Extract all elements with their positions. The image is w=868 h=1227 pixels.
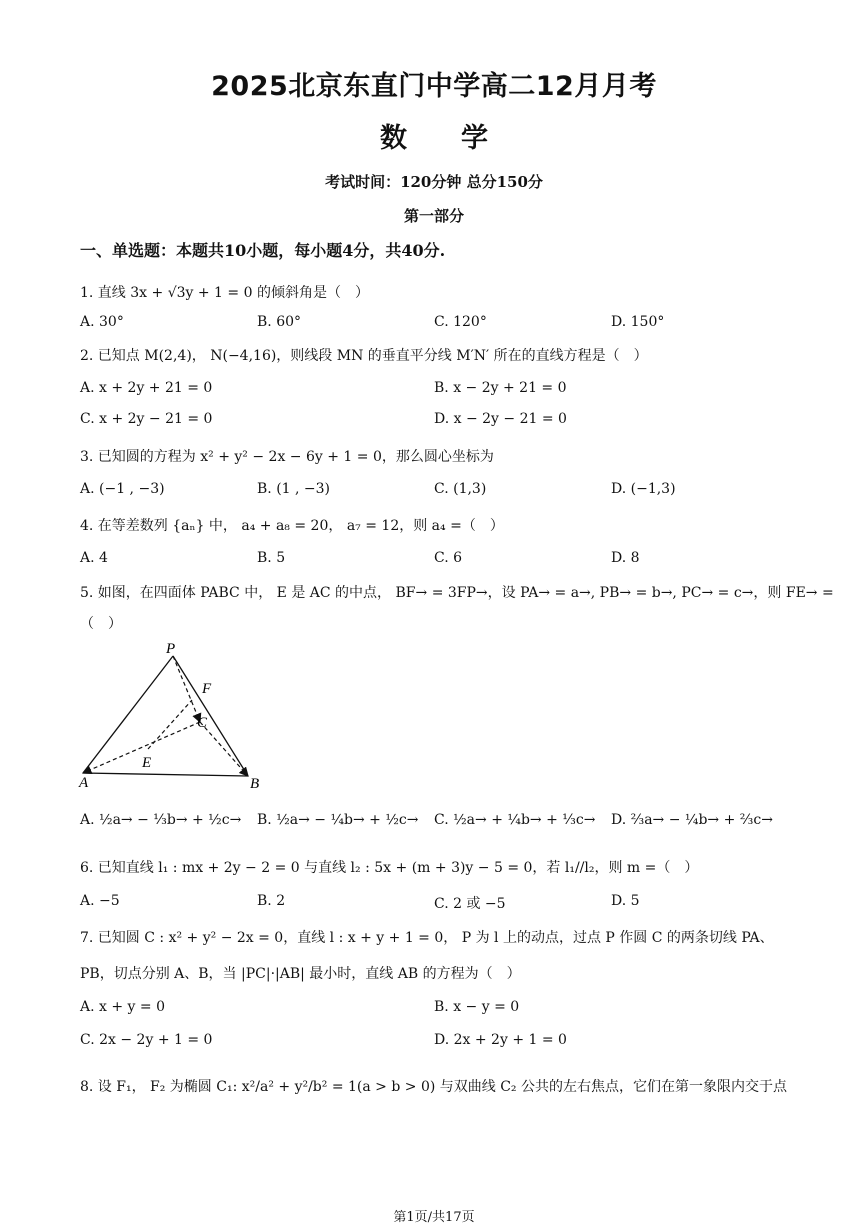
q3-option-c: C. (1,3) <box>434 481 487 497</box>
q4-option-b: B. 5 <box>257 550 286 566</box>
q7-option-b: B. x − y = 0 <box>434 999 520 1015</box>
q1-option-a: A. 30° <box>80 314 124 330</box>
question-5-stem-cont: （ ） <box>80 616 122 632</box>
q3-option-b: B. (1 , −3) <box>257 481 331 497</box>
edge-pc <box>173 656 200 722</box>
label-a: A <box>79 775 89 791</box>
question-8-stem: 8. 设 F₁， F₂ 为椭圆 C₁: x²/a² + y²/b² = 1(a > b > 0) 与双曲线 C₂ 公共的左右焦点，它们在第一象限内交于点 <box>80 1079 787 1095</box>
q4-option-d: D. 8 <box>611 550 640 566</box>
q7-option-a: A. x + y = 0 <box>80 999 165 1015</box>
q1-option-c: C. 120° <box>434 314 487 330</box>
question-6-stem: 6. 已知直线 l₁ : mx + 2y − 2 = 0 与直线 l₂ : 5x + (m + 3)y − 5 = 0，若 l₁//l₂，则 m =（ ） <box>80 860 699 876</box>
section-title: 一、单选题：本题共10小题，每小题4分，共40分. <box>80 241 446 260</box>
q7-option-c: C. 2x − 2y + 1 = 0 <box>80 1032 213 1048</box>
segment-ef <box>148 700 192 749</box>
q7-option-d: D. 2x + 2y + 1 = 0 <box>434 1032 567 1048</box>
q5-option-b: B. ½a→ − ¼b→ + ½c→ <box>257 812 419 828</box>
question-1-stem: 1. 直线 3x + √3y + 1 = 0 的倾斜角是（ ） <box>80 285 369 301</box>
q5-option-a: A. ½a→ − ⅓b→ + ½c→ <box>80 812 242 828</box>
q2-option-c: C. x + 2y − 21 = 0 <box>80 411 213 427</box>
q1-option-d: D. 150° <box>611 314 665 330</box>
q6-option-a: A. −5 <box>80 893 120 909</box>
label-p: P <box>166 641 176 657</box>
q4-option-a: A. 4 <box>80 550 108 566</box>
exam-title: 2025北京东直门中学高二12月月考 <box>211 71 657 102</box>
label-f: F <box>202 681 212 697</box>
edge-cb <box>200 722 248 776</box>
label-c: C <box>197 715 208 731</box>
part-title: 第一部分 <box>403 207 464 225</box>
question-3-stem: 3. 已知圆的方程为 x² + y² − 2x − 6y + 1 = 0，那么圆心坐标为 <box>80 449 494 465</box>
q3-option-d: D. (−1,3) <box>611 481 676 497</box>
question-7-stem: 7. 已知圆 C : x² + y² − 2x = 0，直线 l : x + y + 1 = 0， P 为 l 上的动点，过点 P 作圆 C 的两条切线 PA、 <box>80 930 774 946</box>
q6-option-b: B. 2 <box>257 893 286 909</box>
edge-pa <box>83 656 173 773</box>
label-b: B <box>250 776 260 792</box>
q3-option-a: A. (−1 , −3) <box>80 481 165 497</box>
edge-ab <box>83 773 248 776</box>
edge-pb <box>173 656 248 776</box>
page-footer: 第1页/共17页 <box>393 1210 475 1225</box>
q6-option-c: C. 2 或 −5 <box>434 896 506 912</box>
subject-title: 数 学 <box>380 123 488 154</box>
question-4-stem: 4. 在等差数列 {aₙ} 中， a₄ + a₈ = 20， a₇ = 12，则 a₄ =（ ） <box>80 518 504 534</box>
q2-option-a: A. x + 2y + 21 = 0 <box>80 380 213 396</box>
exam-info: 考试时间：120分钟 总分150分 <box>325 173 543 191</box>
question-2-stem: 2. 已知点 M(2,4)， N(−4,16)，则线段 MN 的垂直平分线 M′N′ 所在的直线方程是（ ） <box>80 348 648 364</box>
question-7-stem-cont: PB，切点分别 A、B，当 |PC|·|AB| 最小时，直线 AB 的方程为（ ） <box>80 966 521 982</box>
q4-option-c: C. 6 <box>434 550 463 566</box>
q2-option-d: D. x − 2y − 21 = 0 <box>434 411 567 427</box>
question-5-stem: 5. 如图，在四面体 PABC 中， E 是 AC 的中点， BF→ = 3FP→，设 PA→ = a→, PB→ = b→, PC→ = c→，则 FE→ = <box>80 585 834 601</box>
q1-option-b: B. 60° <box>257 314 302 330</box>
label-e: E <box>142 755 152 771</box>
q2-option-b: B. x − 2y + 21 = 0 <box>434 380 567 396</box>
q6-option-d: D. 5 <box>611 893 640 909</box>
q5-option-c: C. ½a→ + ¼b→ + ⅓c→ <box>434 812 596 828</box>
tetrahedron-figure <box>70 640 270 795</box>
q5-option-d: D. ⅔a→ − ¼b→ + ⅔c→ <box>611 812 773 828</box>
